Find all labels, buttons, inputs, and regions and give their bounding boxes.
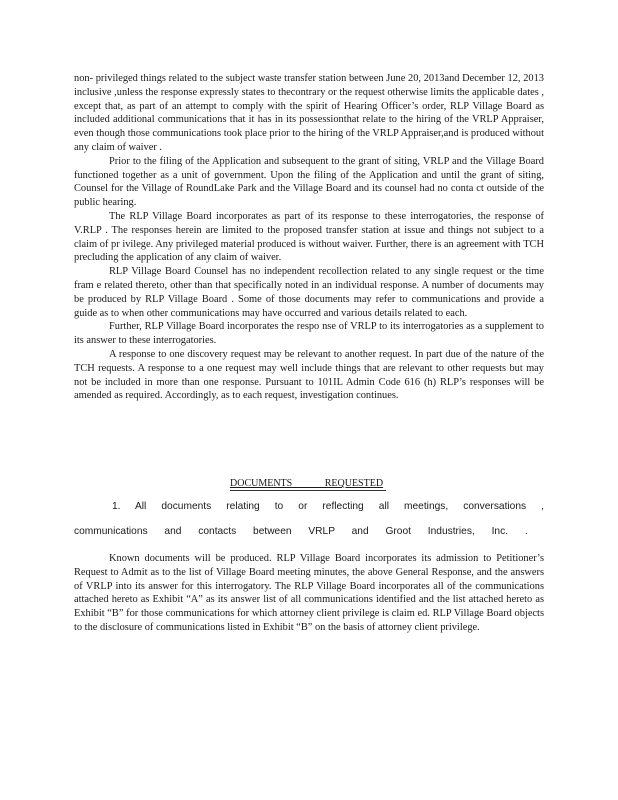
paragraph-prior-filing: Prior to the filing of the Application and subsequent to the grant of siting, VRLP and the Village Board functioned together as a unit of government. Upon the filing of the Application and until the grant of siting, Counsel for the Village of RoundLake Park and the Village Board and its counsel had no conta ct outside of the public hearing. [74,155,544,209]
paragraph-supplement: Further, RLP Village Board incorporates the respo nse of VRLP to its interrogatories as a supplement to its answer to these interrogatories. [74,321,544,347]
paragraph-counsel-recollection: RLP Village Board Counsel has no independent recollection related to any single request or the time fram e related thereto, other than that specifically noted in an individual response. A number of documents may be produced by RLP Village Board . Some of those documents may refer to communications and provide a guide as to when other communications may have occurred and various details related to each. [74,266,544,319]
response-block [74,552,544,635]
request-1-line-1: 1. All documents relating to or reflecting all meetings, conversations , [112,501,544,512]
paragraph-relevance: A response to one discovery request may be relevant to another request. In part due of the nature of the TCH requests. A response to a one request may well include things that are relevant to other requests but may not be included in more than one response. Pursuant to 101IL Admin Code 616 (h) RLP’s responses will be amended as required. Accordingly, as to each request, investigation continues. [74,348,544,402]
section-heading: DOCUMENTS REQUESTED [230,478,386,491]
paragraph-incorporates-vrlp: The RLP Village Board incorporates as part of its response to these interrogatories, the response of V.RLP . The responses herein are limited to the proposed transfer station at issue and things not subject to a claim of pr ivilege. Any privileged material produced is without waiver. Further, there is an agreement with TCH precluding the application of any claim of waiver. [74,210,544,264]
response-1-paragraph: Known documents will be produced. RLP Village Board incorporates its admission to Petitioner’s Request to Admit as to the list of Village Board meeting minutes, the above General Response, and the answers of VRLP into its answer for this interrogatory. The RLP Village Board incorporates all of the communications attached hereto as Exhibit “A” as its answer list of all communications identified and the list attached hereto as Exhibit “B” for those communications for which attorney client privilege is claim ed. RLP Village Board objects to the disclosure of communications listed in Exhibit “B” on the basis of attorney client privilege. [74,553,544,633]
paragraph-continuation: non- privileged things related to the subject waste transfer station between June 20, 2013and December 12, 2013 inclusive ,unless the response expressly states to thecontrary or the request otherwise limits the applicable dates , except that, as part of an attempt to comply with the spirit of Hearing Officer’s order, RLP Village Board as included additional communications that it has in its possessionthat relate to the hiring of the VRLP Appraiser, even though those communications took place prior to the hiring of the VRLP Appraiser,and is produced without any claim of waiver . [74,73,544,153]
body-text-top [74,72,544,403]
request-1-line-2: communications and contacts between VRLP and Groot Industries, Inc. . [74,526,528,537]
